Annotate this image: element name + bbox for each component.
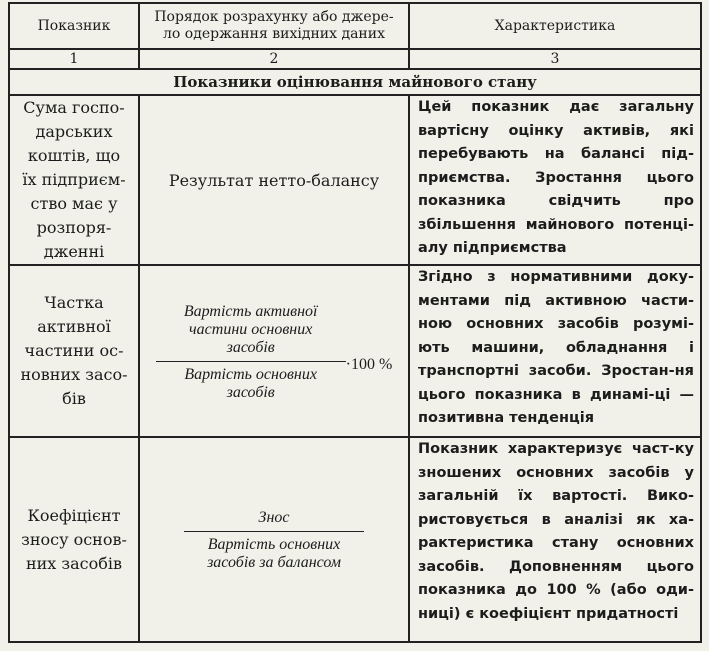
formula-numerator: Вартість активної частини основних засобів: [183, 302, 318, 356]
column-number-1: 1: [9, 49, 139, 69]
formula-numerator: Знос: [258, 509, 290, 526]
formula-multiplier: ·100 %: [345, 355, 393, 373]
table-row: [9, 437, 701, 642]
calculation-cell: [139, 437, 409, 642]
characteristic-cell: Цей показник дає загальну вартісну оцінку активів, які перебувають на балансі під-приємства. Зростання цього показника свідчить про збільшення майнового потенці-алу підприємства: [409, 95, 701, 265]
indicator-cell: Коефіцієнт зносу основ- них засобів: [9, 437, 139, 642]
fraction-bar: [184, 531, 364, 532]
column-number-3: 3: [409, 49, 701, 69]
column-number-row: [9, 49, 701, 69]
formula: [184, 509, 364, 572]
formula-denominator: Вартість основних засобів за балансом: [207, 536, 341, 571]
characteristic-cell: Згідно з нормативними доку-ментами під активною части-ною основних засобів розумі-ють машини, обладнання і транспортні засоби. Зростан-ня цього показника в динамі-ці — позитивна тенденція: [409, 265, 701, 437]
header-row: [9, 3, 701, 49]
column-number-2: 2: [139, 49, 409, 69]
section-row: [9, 69, 701, 95]
indicators-table: [8, 2, 702, 643]
fraction-bar: [156, 361, 346, 362]
table-row: [9, 265, 701, 437]
characteristic-cell: Показник характеризує част-ку зношених основних засобів у загальній їх вартості. Вико-ристовується в аналізі як ха-рактеристика стану основних засобів. Доповненням цього показника до 100 % (або оди-ниці) є коефіцієнт придатності: [409, 437, 701, 642]
section-title: Показники оцінювання майнового стану: [9, 69, 701, 95]
calculation-cell: Результат нетто-балансу: [139, 95, 409, 265]
formula-denominator: Вартість основних засобів: [184, 365, 317, 401]
header-indicator: Показник: [9, 3, 139, 49]
table-row: [9, 95, 701, 265]
header-characteristic: Характеристика: [409, 3, 701, 49]
indicator-cell: Сума госпо- дарських коштів, що їх підприєм- ство має у розпоря- дженні: [9, 95, 139, 265]
formula: [156, 303, 393, 402]
calculation-cell: [139, 265, 409, 437]
indicator-cell: Частка активної частини ос- новних засо- бів: [9, 265, 139, 437]
header-calculation: Порядок розрахунку або джере- ло одержання вихідних даних: [139, 3, 409, 49]
